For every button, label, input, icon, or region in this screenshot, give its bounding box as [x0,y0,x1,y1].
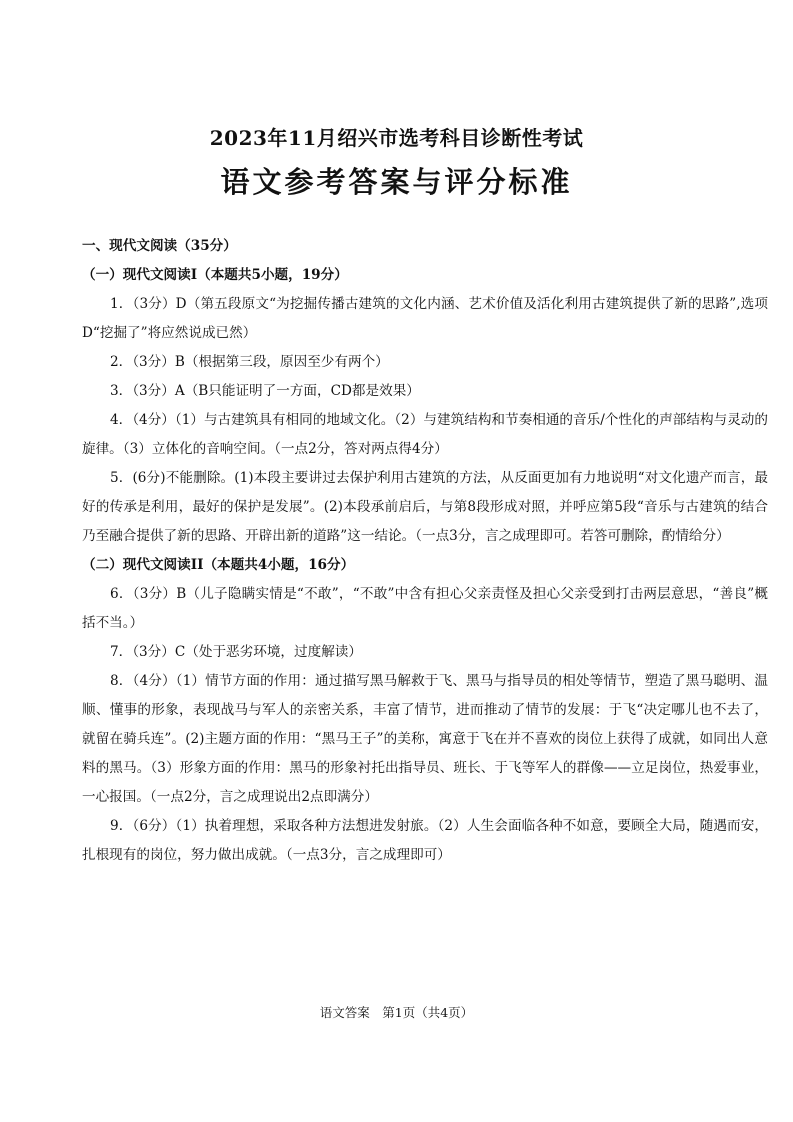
answer-item-3: 3．（3分）A（B只能证明了一方面，CD都是效果） [110,383,420,399]
page-footer: 语文答案 第1页（共4页） [319,1005,474,1020]
answer-item-2: 2．（3分）B（根据第三段，原因至少有两个） [110,354,389,370]
section-heading: 一、现代文阅读（35分） [82,238,237,254]
subsection-heading: （一）现代文阅读I（本题共5小题，19分） [82,267,348,283]
answer-item-6: 6．（3分）B（儿子隐瞒实情是“不敢”，“不敢”中含有担心父亲责怪及担心父亲受到打击两层意思，“善良”概括不当。） [82,586,768,631]
answer-item-4: 4．（4分）（1）与古建筑具有相同的地域文化。（2）与建筑结构和节奏相通的音乐/个性化的声部结构与灵动的旋律。（3）立体化的音响空间。（一点2分，答对两点得4分） [82,412,768,457]
document-subtitle: 语文参考答案与评分标准 [220,165,573,199]
answer-item-5: 5．(6分)不能删除。(1)本段主要讲过去保护利用古建筑的方法，从反面更加有力地说明“对文化遗产而言，最好的传承是利用，最好的保护是发展”。(2)本段承前启后，与第8段形成对照，并呼应第5段“音乐与古建筑的结合乃至融合提供了新的思路、开辟出新的道路”这一结论。（一点3分，言之成理即可。若答可删除，酌情给分） [82,470,768,544]
answer-item-8: 8．（4分）（1）情节方面的作用：通过描写黑马解救于飞、黑马与指导员的相处等情节，塑造了黑马聪明、温顺、懂事的形象，表现战马与军人的亲密关系，丰富了情节，进而推动了情节的发展：于飞“决定哪儿也不去了，就留在骑兵连”。(2)主题方面的作用：“黑马王子”的美称，寓意于飞在并不喜欢的岗位上获得了成就，如同出人意料的黑马。（3）形象方面的作用：黑马的形象衬托出指导员、班长、于飞等军人的群像——立足岗位，热爱事业，一心报国。（一点2分，言之成理说出2点即满分） [82,673,768,805]
answer-item-9: 9．（6分）（1）执着理想，采取各种方法想进发射旅。（2）人生会面临各种不如意，要顾全大局，随遇而安，扎根现有的岗位，努力做出成就。（一点3分，言之成理即可） [82,818,768,863]
subsection-heading: （二）现代文阅读II（本题共4小题，16分） [82,557,355,573]
exam-title: 2023年11月绍兴市选考科目诊断性考试 [209,126,584,150]
answer-item-7: 7．（3分）C（处于恶劣环境，过度解读） [110,644,362,660]
answer-item-1: 1．（3分）D（第五段原文“为挖掘传播古建筑的文化内涵、艺术价值及活化利用古建筑提供了新的思路”,选项D“挖掘了”将应然说成已然） [82,296,768,341]
answer-content [82,232,768,870]
